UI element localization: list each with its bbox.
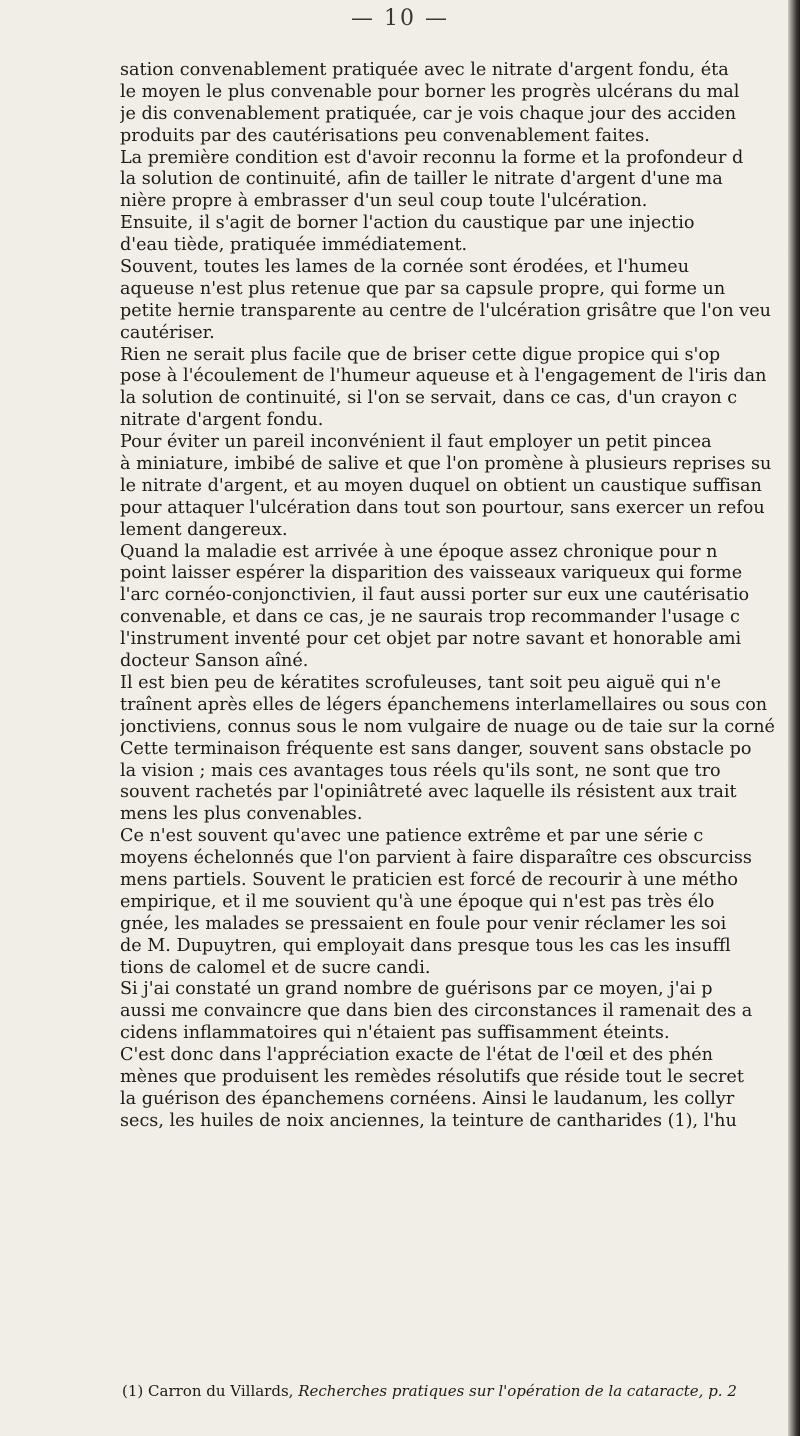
text-line: je dis convenablement pratiquée, car je vois chaque jour des acciden (120, 103, 737, 124)
text-line: Cette terminaison fréquente est sans danger, souvent sans obstacle po (120, 738, 752, 759)
text-line: petite hernie transparente au centre de l'ulcération grisâtre que l'on veu (120, 300, 771, 321)
text-line: Quand la maladie est arrivée à une époque assez chronique pour n (120, 541, 718, 562)
text-line: tions de calomel et de sucre candi. (120, 957, 431, 978)
text-line: nitrate d'argent fondu. (120, 410, 324, 431)
text-line: la solution de continuité, si l'on se servait, dans ce cas, d'un crayon c (120, 388, 738, 409)
text-line: la solution de continuité, afin de tailler le nitrate d'argent d'une ma (120, 169, 723, 190)
text-line: C'est donc dans l'appréciation exacte de l'état de l'œil et des phén (120, 1045, 714, 1066)
text-line: de M. Dupuytren, qui employait dans presque tous les cas les insuffl (120, 935, 731, 956)
text-line: l'instrument inventé pour cet objet par notre savant et honorable ami (120, 629, 742, 650)
text-line: souvent rachetés par l'opiniâtreté avec laquelle ils résistent aux trait (120, 782, 737, 803)
text-line: à miniature, imbibé de salive et que l'on promène à plusieurs reprises su (120, 454, 772, 475)
footnote-number: (1) (122, 1382, 144, 1400)
text-line: produits par des cautérisations peu convenablement faites. (120, 125, 650, 146)
text-line: le nitrate d'argent, et au moyen duquel on obtient un caustique suffisan (120, 475, 762, 496)
text-line: mens partiels. Souvent le praticien est forcé de recourir à une métho (120, 869, 739, 890)
text-line: empirique, et il me souvient qu'à une époque qui n'est pas très élo (120, 891, 715, 912)
text-line: l'arc cornéo-conjonctivien, il faut aussi porter sur eux une cautérisatio (120, 585, 750, 606)
text-line: lement dangereux. (120, 519, 288, 540)
footnote (122, 1382, 792, 1400)
text-line: Ensuite, il s'agit de borner l'action du caustique par une injectio (120, 213, 695, 234)
text-line: aussi me convaincre que dans bien des circonstances il ramenait des a (120, 1001, 753, 1022)
text-line: Ce n'est souvent qu'avec une patience extrême et par une série c (120, 826, 704, 847)
text-line: aqueuse n'est plus retenue que par sa capsule propre, qui forme un (120, 278, 726, 299)
footnote-author: Carron du Villards, (148, 1382, 294, 1400)
text-line: Pour éviter un pareil inconvénient il faut employer un petit pincea (120, 432, 712, 453)
text-line: la vision ; mais ces avantages tous réels qu'ils sont, ne sont que tro (120, 760, 721, 781)
text-line: cidens inflammatoires qui n'étaient pas suffisamment éteints. (120, 1023, 670, 1044)
text-line: traînent après elles de légers épanchemens interlamellaires ou sous con (120, 694, 768, 715)
text-line: sation convenablement pratiquée avec le nitrate d'argent fondu, éta (120, 60, 729, 80)
body-text (120, 60, 800, 1133)
text-line: Rien ne serait plus facile que de briser cette digue propice qui s'op (120, 344, 721, 365)
text-line: point laisser espérer la disparition des vaisseaux variqueux qui forme (120, 563, 743, 584)
text-line: le moyen le plus convenable pour borner les progrès ulcérans du mal (120, 81, 740, 102)
text-line: secs, les huiles de noix anciennes, la teinture de cantharides (1), l'hu (120, 1110, 737, 1131)
text-line: gnée, les malades se pressaient en foule pour venir réclamer les soi (120, 913, 727, 934)
text-line: mènes que produisent les remèdes résolutifs que réside tout le secret (120, 1066, 744, 1087)
text-line: convenable, et dans ce cas, je ne saurais trop recommander l'usage c (120, 607, 740, 628)
text-line: Souvent, toutes les lames de la cornée sont érodées, et l'humeu (120, 257, 690, 278)
text-line: moyens échelonnés que l'on parvient à faire disparaître ces obscurciss (120, 848, 752, 869)
text-line: jonctiviens, connus sous le nom vulgaire de nuage ou de taie sur la corné (120, 716, 775, 737)
page-number: — 10 — (351, 6, 449, 31)
text-line: nière propre à embrasser d'un seul coup toute l'ulcération. (120, 191, 648, 212)
text-line: d'eau tiède, pratiquée immédiatement. (120, 235, 468, 256)
text-line: la guérison des épanchemens cornéens. Ainsi le laudanum, les collyr (120, 1088, 735, 1109)
text-line: Si j'ai constaté un grand nombre de guérisons par ce moyen, j'ai p (120, 979, 713, 1000)
text-line: Il est bien peu de kératites scrofuleuses, tant soit peu aiguë qui n'e (120, 672, 722, 693)
text-line: cautériser. (120, 322, 215, 343)
text-line: La première condition est d'avoir reconnu la forme et la profondeur d (120, 147, 744, 168)
page-edge-shadow (788, 0, 800, 1436)
text-line: mens les plus convenables. (120, 804, 363, 825)
text-line: pour attaquer l'ulcération dans tout son pourtour, sans exercer un refou (120, 497, 765, 518)
text-line: docteur Sanson aîné. (120, 651, 309, 672)
text-line: pose à l'écoulement de l'humeur aqueuse et à l'engagement de l'iris dan (120, 366, 767, 387)
footnote-title: Recherches pratiques sur l'opération de la cataracte, p. 2 (298, 1382, 737, 1400)
